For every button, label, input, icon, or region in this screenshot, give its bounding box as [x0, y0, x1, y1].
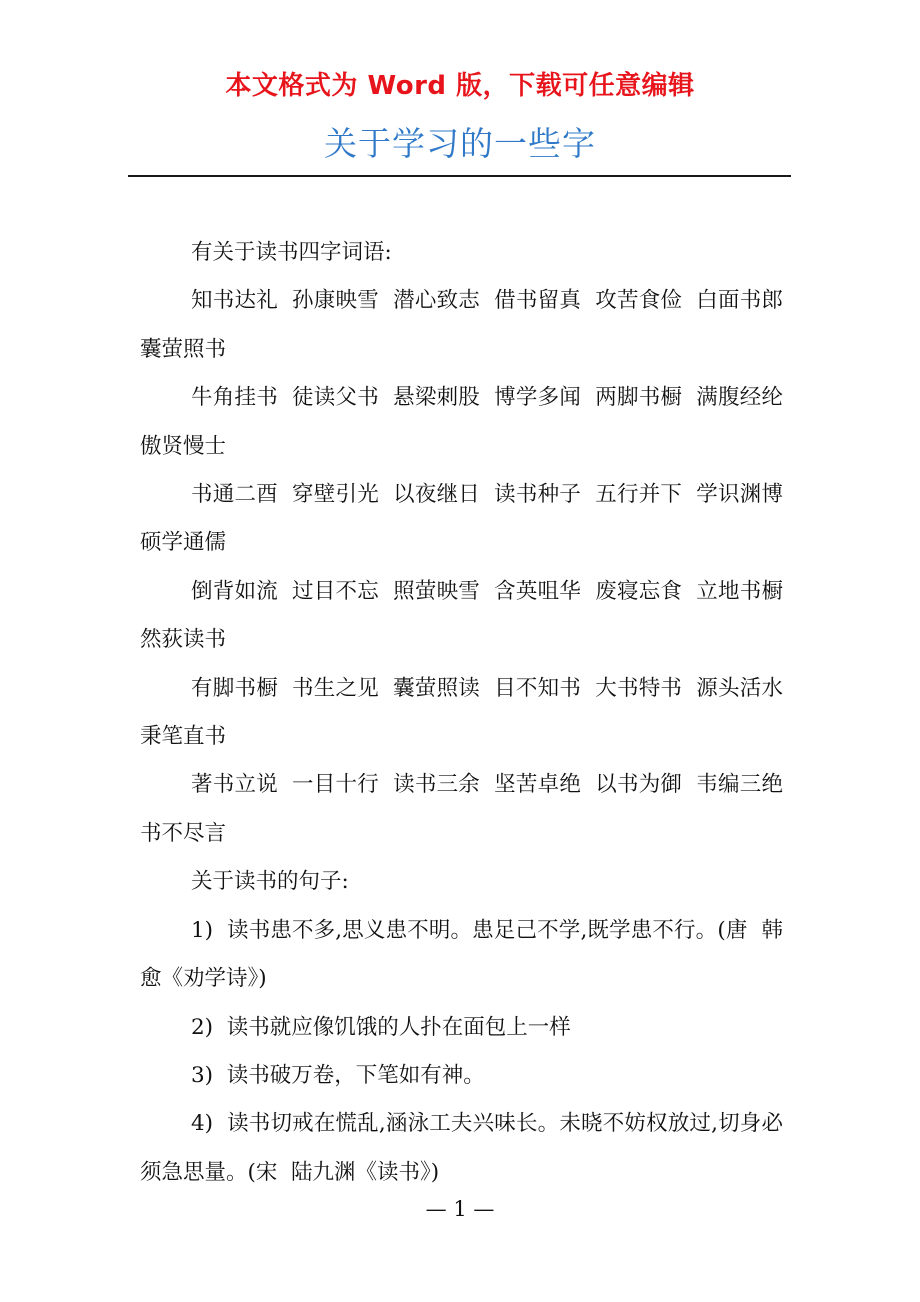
- idiom-line: 有脚书橱 书生之见 囊萤照读 目不知书 大书特书 源头活水 秉笔直书: [140, 675, 797, 750]
- quote-item: 3) 读书破万卷，下笔如有神。: [191, 1062, 485, 1088]
- heading-sentences: 关于读书的句子:: [191, 869, 349, 895]
- idiom-line: 牛角挂书 徒读父书 悬梁刺股 博学多闻 两脚书橱 满腹经纶 傲贤慢士: [140, 385, 797, 459]
- edit-notice-banner: 本文格式为 Word 版，下载可任意编辑: [225, 71, 695, 101]
- idiom-line: 知书达礼 孙康映雪 潜心致志 借书留真 攻苦食俭 白面书郎 囊萤照书: [140, 288, 797, 362]
- idiom-line: 书通二酉 穿壁引光 以夜继日 读书种子 五行并下 学识渊博 硕学通儒: [140, 482, 797, 556]
- idiom-line: 倒背如流 过目不忘 照萤映雪 含英咀华 废寝忘食 立地书橱 然荻读书: [140, 578, 797, 653]
- page-number: — 1 —: [425, 1197, 495, 1221]
- quote-item: 4) 读书切戒在慌乱,涵泳工夫兴味长。未晓不妨权放过,切身必须急思量。(宋 陆九渊《读书》): [140, 1111, 783, 1185]
- title-divider: [128, 175, 791, 177]
- document-title: 关于学习的一些字: [324, 124, 596, 163]
- quote-item: 1) 读书患不多,思义患不明。患足己不学,既学患不行。(唐 韩愈《劝学诗》): [140, 917, 783, 992]
- document-body: [140, 229, 797, 1197]
- quote-item: 2) 读书就应像饥饿的人扑在面包上一样: [191, 1014, 571, 1040]
- heading-idioms: 有关于读书四字词语:: [191, 240, 392, 265]
- idiom-line: 著书立说 一目十行 读书三余 坚苦卓绝 以书为御 韦编三绝 书不尽言: [140, 772, 797, 846]
